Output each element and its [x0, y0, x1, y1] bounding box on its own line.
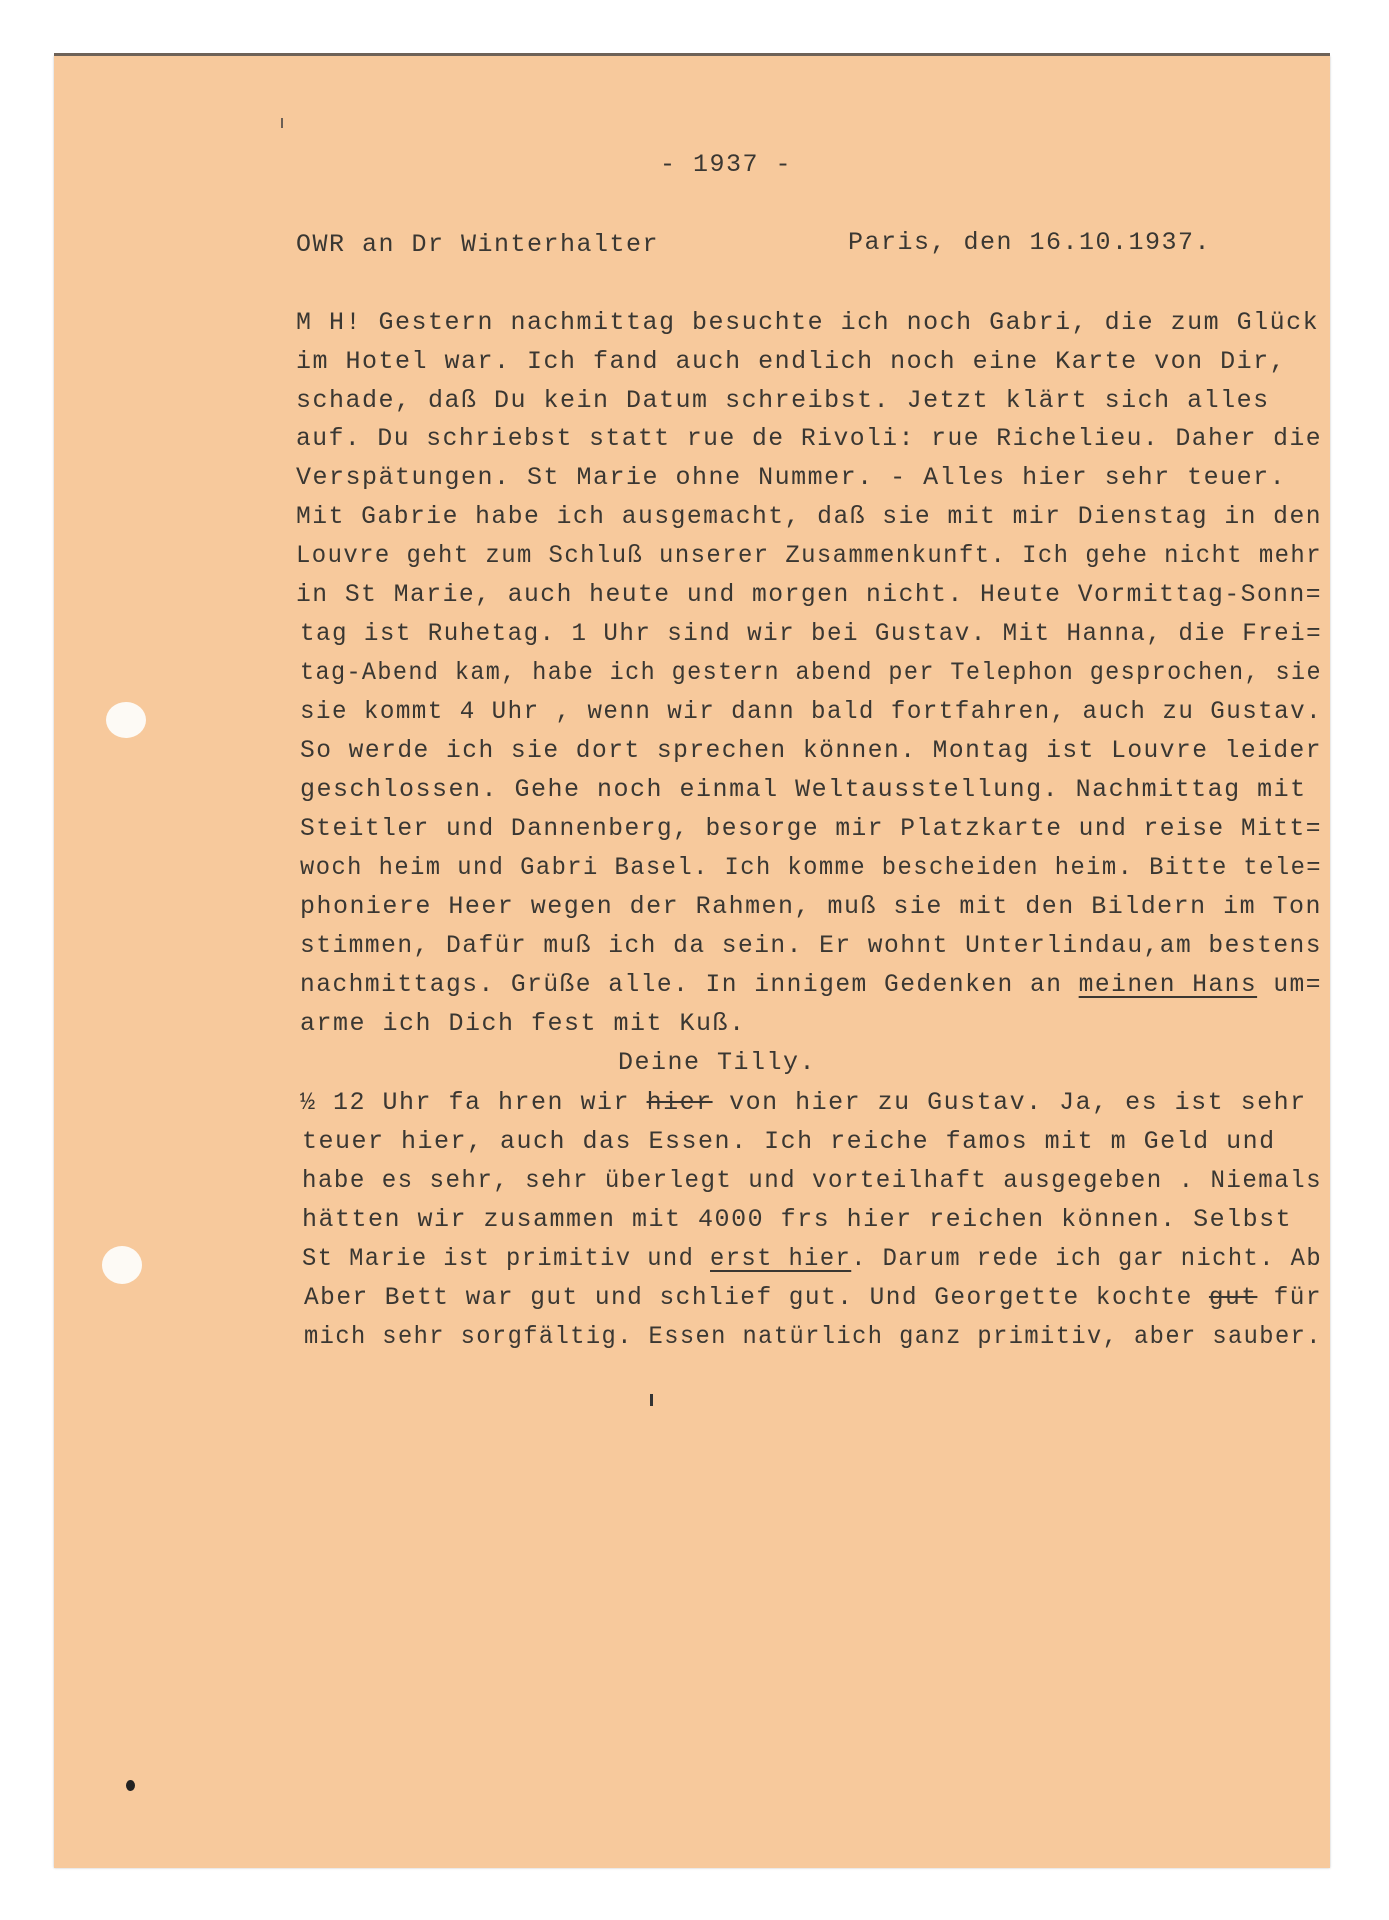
- signature: Deine Tilly.: [618, 1048, 817, 1077]
- sender-line: OWR an Dr Winterhalter: [296, 230, 660, 259]
- body-line: woch heim und Gabri Basel. Ich komme bescheiden heim. Bitte tele=: [300, 853, 1323, 882]
- text-run: um=: [1257, 970, 1322, 999]
- body-line: Louvre geht zum Schluß unserer Zusammenkunft. Ich gehe nicht mehr: [296, 541, 1323, 570]
- body-line: Steitler und Dannenberg, besorge mir Platzkarte und reise Mitt=: [300, 814, 1322, 843]
- text-run: St Marie ist primitiv und: [302, 1244, 711, 1273]
- postscript-line: [302, 1244, 1322, 1273]
- struck-word: hier: [646, 1088, 713, 1117]
- body-line: schade, daß Du kein Datum schreibst. Jetzt klärt sich alles: [296, 386, 1270, 415]
- body-line: tag-Abend kam, habe ich gestern abend per Telephon gesprochen, sie: [300, 658, 1322, 687]
- body-line: in St Marie, auch heute und morgen nicht. Heute Vormittag-Sonn=: [296, 580, 1323, 609]
- year-header: - 1937 -: [660, 150, 793, 179]
- underlined-name: meinen Hans: [1078, 970, 1258, 999]
- date-line: Paris, den 16.10.1937.: [848, 228, 1212, 257]
- postscript-line: hätten wir zusammen mit 4000 frs hier reichen können. Selbst: [302, 1205, 1293, 1234]
- body-line: So werde ich sie dort sprechen können. Montag ist Louvre leider: [300, 736, 1322, 765]
- body-line: [300, 970, 1322, 999]
- body-line: Verspätungen. St Marie ohne Nummer. - Alles hier sehr teuer.: [296, 463, 1287, 492]
- postscript-line: teuer hier, auch das Essen. Ich reiche famos mit m Geld und: [302, 1127, 1276, 1156]
- struck-word: gut: [1208, 1283, 1258, 1312]
- text-run: für: [1257, 1283, 1323, 1312]
- body-line: stimmen, Dafür muß ich da sein. Er wohnt Unterlindau,am bestens: [300, 931, 1322, 960]
- body-line: Mit Gabrie habe ich ausgemacht, daß sie mit mir Dienstag in den: [296, 502, 1323, 531]
- text-run: von hier zu Gustav. Ja, es ist sehr: [712, 1088, 1307, 1117]
- postscript-line: [300, 1088, 1307, 1117]
- text-run: . Darum rede ich gar nicht. Ab: [851, 1244, 1323, 1273]
- body-line: M H! Gestern nachmittag besuchte ich noch Gabri, die zum Glück: [296, 308, 1320, 337]
- body-line: geschlossen. Gehe noch einmal Weltausstellung. Nachmittag mit: [300, 775, 1307, 804]
- postscript-line: mich sehr sorgfältig. Essen natürlich ganz primitiv, aber sauber.: [304, 1322, 1322, 1351]
- postscript-line: [304, 1283, 1322, 1312]
- text-run: Aber Bett war gut und schlief gut. Und Georgette kochte: [304, 1283, 1209, 1312]
- body-line: auf. Du schriebst statt rue de Rivoli: rue Richelieu. Daher die: [296, 424, 1323, 453]
- body-line: arme ich Dich fest mit Kuß.: [300, 1009, 746, 1038]
- body-line: sie kommt 4 Uhr , wenn wir dann bald fortfahren, auch zu Gustav.: [300, 697, 1323, 726]
- text-run: nachmittags. Grüße alle. In innigem Gedenken an: [300, 970, 1079, 999]
- postscript-line: habe es sehr, sehr überlegt und vorteilhaft ausgegeben . Niemals: [302, 1166, 1323, 1195]
- text-run: ½ 12 Uhr fa hren wir: [300, 1088, 647, 1117]
- body-line: phoniere Heer wegen der Rahmen, muß sie mit den Bildern im Ton: [300, 892, 1323, 921]
- underlined-phrase: erst hier: [710, 1244, 852, 1273]
- body-line: im Hotel war. Ich fand auch endlich noch eine Karte von Dir,: [296, 347, 1287, 376]
- body-line: tag ist Ruhetag. 1 Uhr sind wir bei Gustav. Mit Hanna, die Frei=: [300, 619, 1323, 648]
